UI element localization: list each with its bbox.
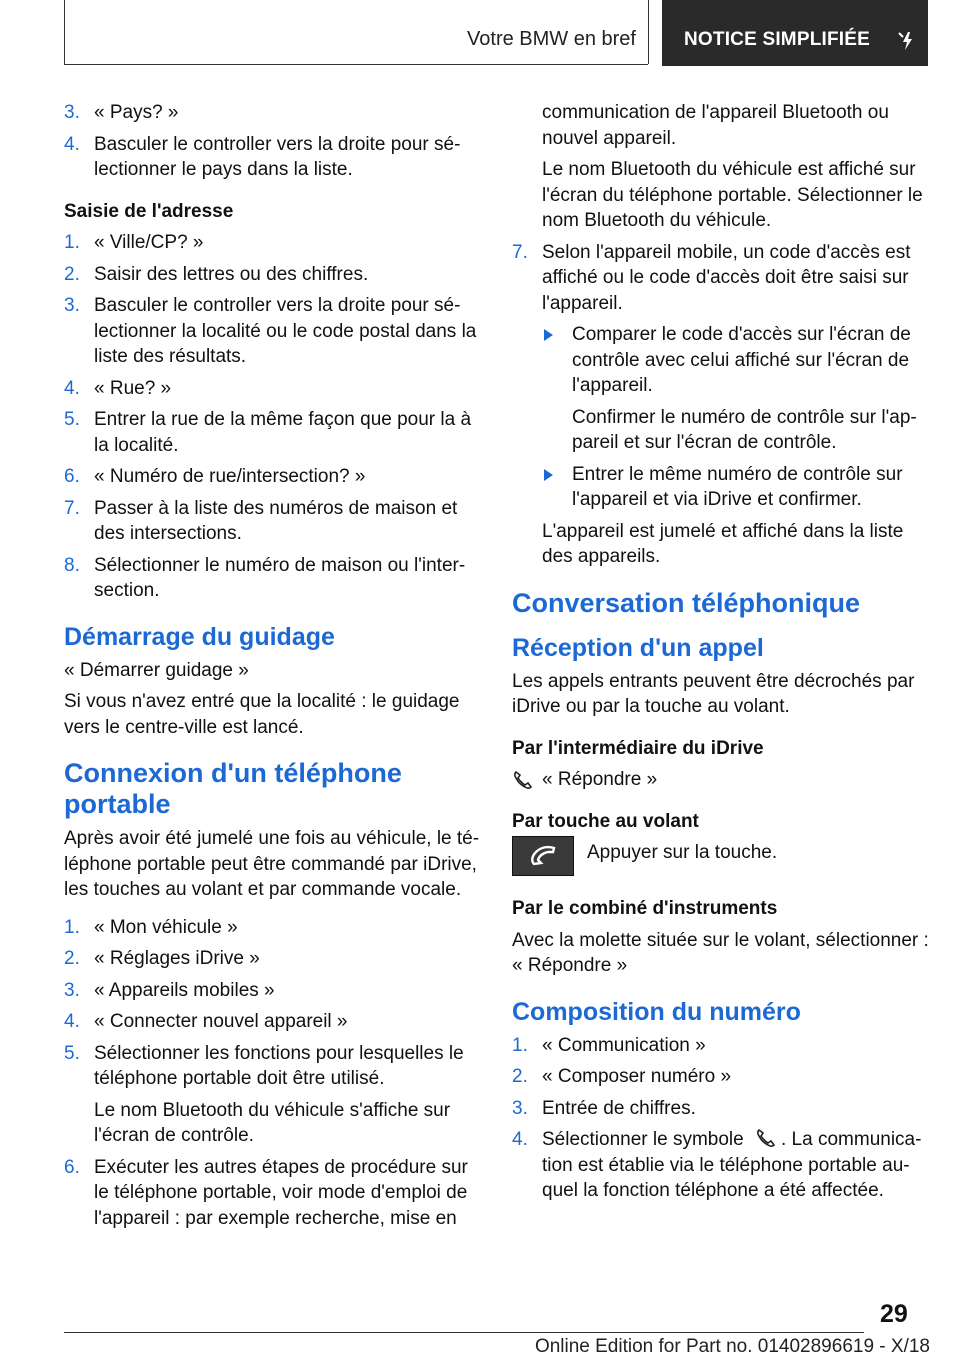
list-number: 3. [64,979,80,1001]
list-number: 7. [512,241,528,263]
list-text: Entrer la rue de la même façon que pour la à la localité. [94,409,472,456]
list-number: 3. [512,1097,528,1119]
list-number: 8. [64,554,80,576]
address-heading: Saisie de l'adresse [64,200,234,222]
list-text: Exécuter les autres étapes de procédure sur le téléphone portable, voir mode d'emploi de l'appareil : par exemple recherche, mise en [94,1156,468,1229]
list-item [64,946,482,972]
list-text: « Mon véhicule » [94,916,238,938]
wheel-button-text: Appuyer sur la touche. [587,842,778,863]
phone-connect-title: Connexion d'un téléphone portable [64,758,402,819]
list-text: Sélectionner les fonctions pour lesquelles le téléphone portable doit être utilisé. [94,1042,464,1089]
list-item [512,1127,932,1204]
list-number: 3. [64,102,80,123]
cluster-text: Avec la molette située sur le volant, sélectionner : « Répondre » [512,929,929,976]
list-number: 2. [64,948,80,969]
list-number: 2. [512,1066,528,1087]
bullet-triangle-icon [544,469,553,481]
list-text: « Appareils mobiles » [94,979,275,1001]
list-number: 4. [512,1129,528,1150]
list-text: Saisir des lettres ou des chiffres. [94,263,369,285]
list-item [512,240,932,513]
cluster-heading: Par le combiné d'instruments [512,898,778,919]
quick-reference-icon [896,30,918,52]
list-number: 1. [512,1034,528,1056]
list-item [64,1155,482,1232]
guidance-title: Démarrage du guidage [64,622,335,651]
steering-wheel-phone-button-icon [512,836,574,876]
list-text: « Ville/CP? » [94,232,204,253]
list-item [64,262,482,288]
country-steps [64,100,482,183]
list-number: 2. [64,263,80,285]
list-text: « Composer numéro » [542,1066,732,1087]
idrive-answer [512,767,932,793]
list-number: 6. [64,1156,80,1178]
list-text: Basculer le controller vers la droite pour sélectionner la localité ou le code postal dans la liste des résultats. [94,295,477,367]
header-section-title: Votre BMW en bref [467,28,636,50]
footer-rule [64,1332,864,1333]
list-text: « Numéro de rue/intersection? » [94,466,366,487]
header-tab-label: NOTICE SIMPLIFIÉE [684,29,871,50]
bullet-triangle-icon [544,329,553,341]
list-number: 4. [64,377,80,399]
list-item [64,978,482,1004]
page-number: 29 [880,1300,908,1328]
list-item [64,293,482,370]
bullet-list [542,322,932,513]
phone-icon [512,769,534,791]
list-number: 1. [64,916,80,938]
list-text: Selon l'appareil mobile, un code d'accès est affiché ou le code d'accès doit être saisi sur l'appareil. [542,241,911,314]
list-number: 6. [64,466,80,487]
list-item [512,1033,932,1059]
list-item [64,464,482,490]
dial-title: Composition du numéro [512,997,801,1026]
list-number: 4. [64,1011,80,1032]
guidance-menu-path: « Démarrer guidage » [64,659,249,681]
address-steps [64,230,482,604]
list-item [64,376,482,402]
dial-steps [512,1033,932,1204]
right-column [512,100,932,1210]
bullet-text: Entrer le même numéro de contrôle sur l'appareil et via iDrive et confirmer. [572,463,903,510]
list-text: « Connecter nouvel appareil » [94,1011,348,1032]
list-item [64,100,482,126]
header-tab [662,0,928,66]
bullet-item [542,322,932,456]
bullet-item [542,462,932,513]
list-number: 3. [64,295,80,316]
list-item [512,1096,932,1122]
continued-text: communication de l'appareil Bluetooth ou nouvel appareil. [542,102,889,149]
list-text: « Rue? » [94,377,172,399]
list-number: 5. [64,1042,80,1064]
list-text: Passer à la liste des numéros de maison et des intersections. [94,497,458,544]
page-header [64,0,928,66]
receive-call-text: Les appels entrants peuvent être décrochés par iDrive ou par la touche au volant. [512,670,915,717]
list-text: Sélectionner le symbole [542,1129,744,1150]
list-item [64,1041,482,1149]
wheel-heading: Par touche au volant [512,810,699,832]
list-item [64,132,482,183]
guidance-text: Si vous n'avez entré que la localité : le guidage vers le centre-ville est lancé. [64,691,460,738]
step-note: Le nom Bluetooth du véhicule s'affiche sur l'écran de contrôle. [94,1099,451,1146]
header-border-bottom [64,64,648,65]
list-text: « Pays? » [94,102,179,123]
list-item [512,1064,932,1090]
list-item [64,915,482,941]
list-number: 4. [64,133,80,155]
list-text: Basculer le controller vers la droite pour sélectionner le pays dans la liste. [94,133,461,180]
left-column [64,100,482,1237]
footer-edition: Online Edition for Part no. 01402896619 - X/18 [534,1336,930,1357]
list-number: 1. [64,232,80,253]
conversation-title: Conversation téléphonique [512,587,861,618]
list-number: 5. [64,409,80,430]
list-number: 7. [64,497,80,519]
receive-call-title: Réception d'un appel [512,633,764,662]
list-item [64,230,482,256]
list-text: « Communication » [542,1034,706,1056]
continued-note: Le nom Bluetooth du véhicule est affiché sur l'écran du téléphone portable. Sélectionner le nom Bluetooth du véhicule. [542,159,923,231]
list-text: Sélectionner le numéro de maison ou l'intersection. [94,554,466,601]
list-item [64,496,482,547]
list-item [64,407,482,458]
phone-connect-intro: Après avoir été jumelé une fois au véhicule, le téléphone portable peut être commandé par iDrive, les touches au volant et par commande vocale. [64,828,480,900]
idrive-answer-label: « Répondre » [542,769,658,790]
list-item [64,553,482,604]
list-text: . La communication est établie via le téléphone portable auquel la fonction téléphone a été affectée. [542,1129,922,1201]
bullet-text: Comparer le code d'accès sur l'écran de contrôle avec celui affiché sur l'écran de l'appareil. [572,324,911,396]
paired-text: L'appareil est jumelé et affiché dans la liste des appareils. [542,520,904,567]
bullet-note: Confirmer le numéro de contrôle sur l'appareil et sur l'écran de contrôle. [572,406,917,453]
idrive-heading: Par l'intermédiaire du iDrive [512,737,764,759]
pairing-steps [512,240,932,513]
list-text: Entrée de chiffres. [542,1097,696,1119]
header-separator [648,0,649,64]
list-text: « Réglages iDrive » [94,948,260,969]
phone-connect-steps [64,915,482,1232]
wheel-button-row [512,840,932,880]
phone-icon [749,1128,781,1148]
list-item [64,1009,482,1035]
